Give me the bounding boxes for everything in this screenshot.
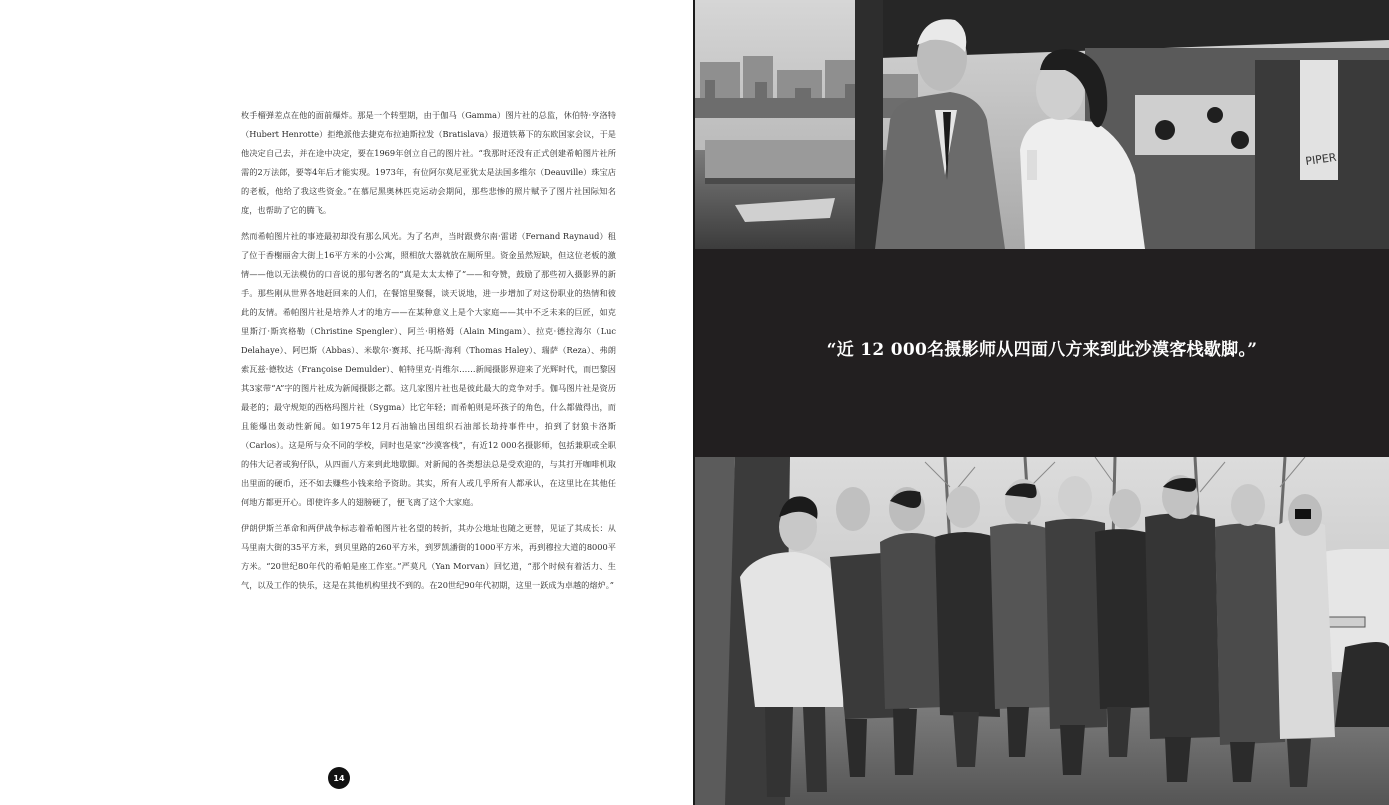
body-text — [241, 106, 616, 602]
right-page — [695, 0, 1389, 805]
left-page — [0, 0, 693, 805]
paragraph-2: 然而希帕图片社的事迹最初却没有那么风光。为了名声，当时跟费尔南·雷诺（Fernand Raynaud）租了位于香榭丽舍大街上16平方米的小公寓，照相放大器就放在厕所里。资金虽然短缺，但这位老板的激情——他以无法模仿的口音说的那句著名的“真是太太太棒了”——和夸赞，鼓励了那些初入摄影界的新手。那些刚从世界各地赶回来的人们，在餐馆里聚餐，谈天说地，进一步增加了对这份职业的热情和彼此的友情。希帕图片社是培养人才的地方——在某种意义上是个大家庭——其中不乏未来的巨匠，如克里斯汀·斯宾格勒（Christine Spengler）、阿兰·明格姆（Alain Mingam）、拉克·德拉海尔（Luc Delahaye）、阿巴斯（Abbas）、米歇尔·赛邦、托马斯·海利（Thomas Haley）、瑞萨（Reza）、弗朗索瓦兹·德牧达（Françoise Demulder）、帕特里克·肖维尔……新闻摄影界迎来了光辉时代，而巴黎因其3家带“A”字的图片社成为新闻摄影之都。这几家图片社也是彼此最大的竞争对手。伽马图片社是资历最老的；最守规矩的西格玛图片社（Sygma）比它年轻；而希帕则是坏孩子的角色，什么都做得出，而且能爆出轰动性新闻。如1975年12月石油输出国组织石油部长劫持事件中，拍到了豺狼卡洛斯（Carlos）。这是所与众不同的学校，同时也是家“沙漠客栈”，有近12 000名摄影师，包括兼职或全职的伟大记者或狗仔队，从四面八方来到此地歇脚。对新闻的各类想法总是受欢迎的，与其打开咖啡机取出里面的硬币，还不如去赚些小钱来给予资助。其实，所有人或几乎所有人都承认，在这里比在其他任何地方都更开心。即使许多人的翅膀硬了，便飞离了这个大家庭。 — [241, 231, 616, 507]
photo-group-image — [695, 457, 1389, 805]
quote-band — [695, 249, 1389, 457]
photo-group — [695, 457, 1389, 805]
photo-terrace — [695, 0, 1389, 249]
poster-text: PIPER — [1304, 150, 1338, 168]
page-number: 14 — [328, 767, 350, 789]
photo-terrace-image — [695, 0, 1389, 249]
paragraph-3: 伊朗伊斯兰革命和两伊战争标志着希帕图片社名望的转折，其办公地址也随之更替，见证了其成长：从马里南大街的35平方米，到贝里路的260平方米，到罗凯潘街的1000平方米，再到穆拉大道的8000平方米。“20世纪80年代的希帕是座工作室。”严莫凡（Yan Morvan）回忆道，“那个时候有着活力、生气，以及工作的快乐，这是在其他机构里找不到的。在20世纪90年代初期，这里一跃成为卓越的熔炉。” — [241, 523, 616, 590]
paragraph-1: 枚手榴弹差点在他的面前爆炸。那是一个转型期，由于伽马（Gamma）图片社的总监，休伯特·亨洛特（Hubert Henrotte）拒绝派他去捷克布拉迪斯拉发（Bratislava）报道铁幕下的东欧国家会议，于是他决定自己去，并在途中决定，要在1969年创立自己的图片社。“我那时还没有正式创建希帕图片社所需的2万法郎，要等4年后才能实现。1973年，有位阿尔莫尼亚犹太是法国多维尔（Deauville）珠宝店的老板，他给了我这些资金。”在慕尼黑奥林匹克运动会期间，那些悲惨的照片赋予了图片社国际知名度，也帮助了它的腾飞。 — [241, 110, 616, 215]
pull-quote: “近 12 000名摄影师从四面八方来到此沙漠客栈歇脚。” — [826, 339, 1258, 360]
